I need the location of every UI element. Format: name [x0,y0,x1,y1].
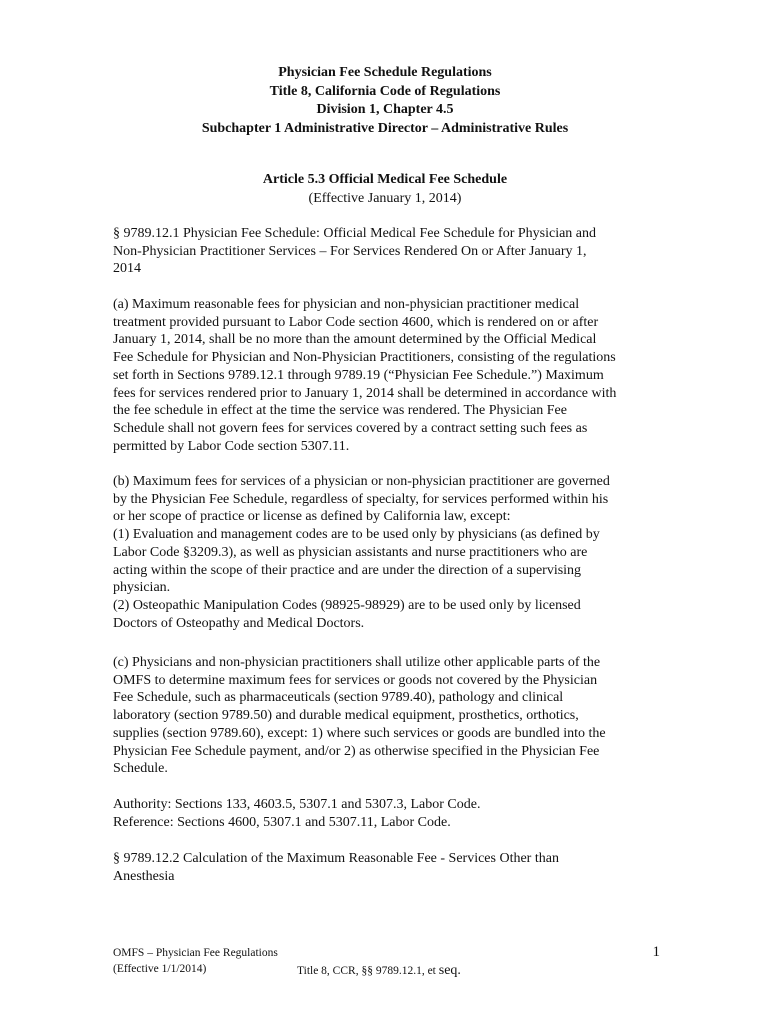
paragraph-line: Labor Code §3209.3), as well as physician assistants and nurse practitioners who are [113,544,588,560]
paragraph-line: Schedule shall not govern fees for services covered by a contract setting such fees as [113,420,588,436]
paragraph-line: Physician Fee Schedule payment, and/or 2) as otherwise specified in the Physician Fee [113,743,600,759]
paragraph-line: set forth in Sections 9789.12.1 through 9789.19 (“Physician Fee Schedule.”) Maximum [113,367,604,383]
footer-citation [297,963,461,979]
paragraph-line: (2) Osteopathic Manipulation Codes (98925-98929) are to be used only by licensed [113,597,581,613]
footer-citation-main: Title 8, CCR, §§ 9789.12.1, et [297,965,439,977]
footer-title: OMFS – Physician Fee Regulations [113,947,278,959]
section-heading-9789-12-2 [113,850,663,885]
article-effective-date: (Effective January 1, 2014) [308,190,462,206]
paragraph-line: supplies (section 9789.60), except: 1) where such services or goods are bundled into the [113,725,606,741]
paragraph-line: (b) Maximum fees for services of a physician or non-physician practitioner are governed [113,474,610,489]
section-heading-line: Non-Physician Practitioner Services – For Services Rendered On or After January 1, [113,243,587,259]
section-heading-line: Anesthesia [113,868,175,884]
header-line-3: Division 1, Chapter 4.5 [316,102,454,117]
paragraph-line: fees for services rendered prior to January 1, 2014 shall be determined in accordance with [113,385,617,401]
paragraph-line: acting within the scope of their practice and are under the direction of a supervising [113,562,582,578]
section-heading-line: § 9789.12.2 Calculation of the Maximum Reasonable Fee - Services Other than [113,851,559,866]
paragraph-line: (a) Maximum reasonable fees for physician and non-physician practitioner medical [113,297,580,312]
paragraph-line: January 1, 2014, shall be no more than the amount determined by the Official Medical [113,332,597,348]
footer-citation-tail: seq. [438,963,461,978]
paragraph-line: (1) Evaluation and management codes are to be used only by physicians (as defined by [113,527,600,543]
page-number: 1 [652,944,660,960]
header-line-1: Physician Fee Schedule Regulations [278,65,492,80]
section-heading-line: 2014 [113,261,141,277]
reference-line: Reference: Sections 4600, 5307.1 and 5307.11, Labor Code. [113,814,451,830]
paragraph-line: permitted by Labor Code section 5307.11. [113,438,350,454]
authority-line: Authority: Sections 133, 4603.5, 5307.1 and 5307.3, Labor Code. [113,797,481,812]
footer-left [113,945,278,977]
article-heading [0,171,770,208]
paragraph-line: Schedule. [113,761,168,777]
paragraph-line: by the Physician Fee Schedule, regardless of specialty, for services performed within his [113,491,609,507]
authority-reference [113,796,663,831]
paragraph-line: Fee Schedule for Physician and Non-Physician Practitioners, consisting of the regulations [113,350,616,366]
paragraph-c [113,654,663,778]
paragraph-line: the fee schedule in effect at the time the service was rendered. The Physician Fee [113,403,567,419]
paragraph-line: physician. [113,580,171,596]
paragraph-line: Fee Schedule, such as pharmaceuticals (section 9789.40), pathology and clinical [113,690,564,706]
paragraph-line: (c) Physicians and non-physician practitioners shall utilize other applicable parts of the [113,655,601,670]
header-line-2: Title 8, California Code of Regulations [269,83,501,99]
header-line-4: Subchapter 1 Administrative Director – Administrative Rules [201,120,569,136]
section-heading-9789-12-1 [113,225,663,278]
paragraph-line: OMFS to determine maximum fees for services or goods not covered by the Physician [113,672,598,688]
paragraph-line: laboratory (section 9789.50) and durable medical equipment, prosthetics, orthotics, [113,708,579,724]
paragraph-line: treatment provided pursuant to Labor Code section 4600, which is rendered on or after [113,314,599,330]
paragraph-b [113,473,663,632]
paragraph-line: Doctors of Osteopathy and Medical Doctors. [113,615,365,631]
footer-effective: (Effective 1/1/2014) [113,963,207,975]
document-header [0,64,770,138]
paragraph-a [113,296,663,455]
article-title: Article 5.3 Official Medical Fee Schedule [262,172,508,187]
paragraph-line: or her scope of practice or license as defined by California law, except: [113,509,511,525]
section-heading-line: § 9789.12.1 Physician Fee Schedule: Official Medical Fee Schedule for Physician and [113,226,597,241]
